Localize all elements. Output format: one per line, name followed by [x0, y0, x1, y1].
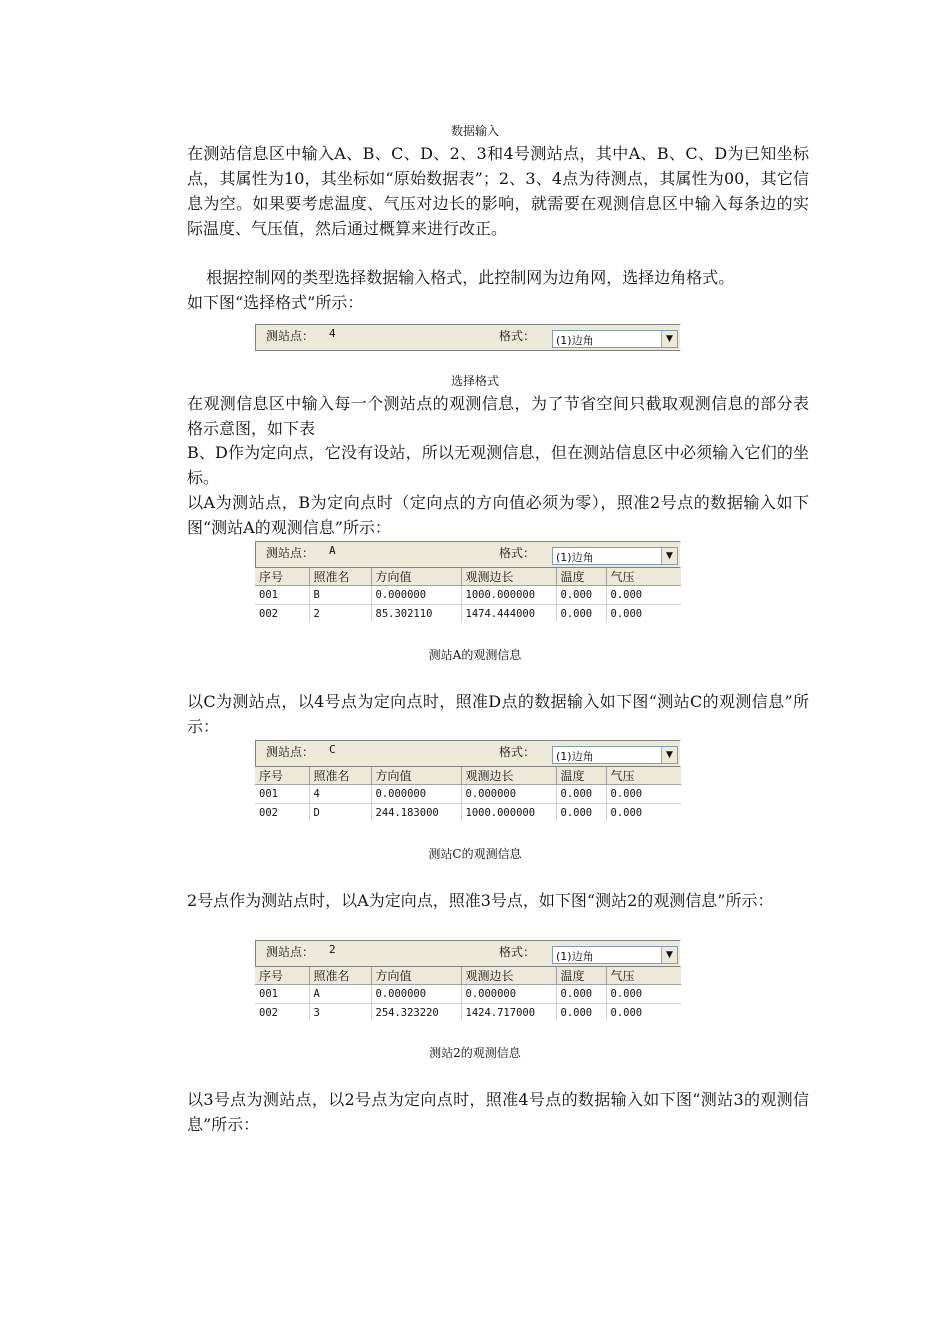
table-row[interactable] [255, 985, 681, 1004]
chevron-down-icon[interactable]: ▼ [661, 747, 677, 763]
table-cell[interactable]: 0.000 [556, 804, 606, 822]
column-header[interactable]: 照准名 [309, 767, 371, 785]
format-select-value: (1)边角 [556, 551, 594, 564]
table-cell[interactable]: 0.000000 [371, 586, 461, 605]
column-header[interactable]: 方向值 [371, 967, 461, 985]
table-cell[interactable]: 0.000 [606, 804, 681, 822]
column-header[interactable]: 方向值 [371, 568, 461, 586]
caption-station-c: 测站C的观测信息 [428, 847, 522, 861]
table-cell[interactable]: B [309, 586, 371, 605]
format-label: 格式： [499, 945, 536, 959]
format-select-value: (1)边角 [556, 750, 594, 763]
chevron-down-icon[interactable]: ▼ [661, 548, 677, 564]
chevron-down-icon[interactable]: ▼ [661, 947, 677, 963]
column-header[interactable]: 照准名 [309, 568, 371, 586]
table-cell[interactable]: 0.000 [556, 605, 606, 623]
table-cell[interactable]: 2 [309, 605, 371, 623]
table-row[interactable] [255, 804, 681, 822]
table-cell[interactable]: 0.000 [606, 605, 681, 623]
table-cell[interactable]: 0.000 [556, 785, 606, 804]
station-value[interactable]: C [329, 743, 336, 756]
station-label: 测站点： [266, 745, 315, 759]
column-header[interactable]: 方向值 [371, 767, 461, 785]
format-label: 格式： [499, 546, 536, 560]
station-bar [255, 740, 681, 767]
table-cell[interactable]: 002 [255, 1004, 309, 1021]
table-cell[interactable]: 1000.000000 [461, 804, 556, 822]
table-cell[interactable]: 1424.717000 [461, 1004, 556, 1021]
paragraph-station-a: 以A为测站点，B为定向点时（定向点的方向值必须为零），照准2号点的数据输入如下图“测站A的观测信息”所示： [187, 493, 809, 537]
table-cell[interactable]: 0.000 [556, 586, 606, 605]
column-header[interactable]: 温度 [556, 568, 606, 586]
table-cell[interactable]: 4 [309, 785, 371, 804]
table-cell[interactable]: 0.000000 [461, 985, 556, 1004]
table-cell[interactable]: 002 [255, 605, 309, 623]
table-cell[interactable]: 0.000 [606, 785, 681, 804]
table-cell[interactable]: 001 [255, 586, 309, 605]
table-cell[interactable]: 001 [255, 985, 309, 1004]
column-header[interactable]: 温度 [556, 767, 606, 785]
paragraph-station-info: 在测站信息区中输入A、B、C、D、2、3和4号测站点，其中A、B、C、D为已知坐标点，其属性为10，其坐标如“原始数据表”；2、3、4点为待测点，其属性为00，其它信息为空。如果要考虑温度、气压对边长的影响，就需要在观测信息区中输入每条边的实际温度、气压值，然后通过概算来进行改正。 [187, 144, 809, 238]
format-label: 格式： [499, 329, 536, 343]
caption-select-format: 选择格式 [450, 374, 499, 388]
station-value[interactable]: 4 [329, 327, 336, 340]
station-label: 测站点： [266, 945, 315, 959]
column-header[interactable]: 气压 [606, 967, 681, 985]
column-header[interactable]: 气压 [606, 568, 681, 586]
table-cell[interactable]: 244.183000 [371, 804, 461, 822]
table-cell[interactable]: 1474.444000 [461, 605, 556, 623]
column-header[interactable]: 序号 [255, 967, 309, 985]
caption-station-2: 测站2的观测信息 [429, 1046, 521, 1060]
table-cell[interactable]: 0.000000 [461, 785, 556, 804]
table-cell[interactable]: 002 [255, 804, 309, 822]
format-select[interactable] [552, 946, 678, 964]
table-cell[interactable]: A [309, 985, 371, 1004]
table-row[interactable] [255, 605, 681, 623]
station-value[interactable]: 2 [329, 943, 336, 956]
format-select[interactable] [552, 746, 678, 764]
observation-table [255, 767, 681, 821]
table-cell[interactable]: D [309, 804, 371, 822]
table-row[interactable] [255, 785, 681, 804]
table-header-row [255, 568, 681, 586]
station-value[interactable]: A [329, 544, 336, 557]
table-cell[interactable]: 254.323220 [371, 1004, 461, 1021]
caption-data-input: 数据输入 [450, 124, 499, 138]
table-cell[interactable]: 0.000 [556, 1004, 606, 1021]
table-cell[interactable]: 1000.000000 [461, 586, 556, 605]
table-cell[interactable]: 0.000 [606, 1004, 681, 1021]
station-bar [255, 324, 681, 351]
station-label: 测站点： [266, 546, 315, 560]
observation-table [255, 967, 681, 1020]
paragraph-station-2: 2号点作为测站点时，以A为定向点，照准3号点，如下图“测站2的观测信息”所示： [187, 891, 774, 910]
column-header[interactable]: 气压 [606, 767, 681, 785]
station-bar [255, 541, 681, 568]
format-select-value: (1)边角 [556, 950, 594, 963]
paragraph-obs-info: 在观测信息区中输入每一个测站点的观测信息，为了节省空间只截取观测信息的部分表格示意图，如下表 [187, 394, 809, 438]
format-select[interactable] [552, 330, 678, 348]
caption-station-a: 测站A的观测信息 [428, 648, 522, 662]
table-cell[interactable]: 0.000 [556, 985, 606, 1004]
table-cell[interactable]: 85.302110 [371, 605, 461, 623]
format-panel [255, 324, 681, 351]
format-select[interactable] [552, 547, 678, 565]
column-header[interactable]: 观测边长 [461, 767, 556, 785]
paragraph-select-format: 根据控制网的类型选择数据输入格式，此控制网为边角网，选择边角格式。 [206, 268, 735, 287]
table-cell[interactable]: 0.000000 [371, 985, 461, 1004]
format-label: 格式： [499, 745, 536, 759]
table-header-row [255, 767, 681, 785]
table-cell[interactable]: 0.000000 [371, 785, 461, 804]
column-header[interactable]: 照准名 [309, 967, 371, 985]
column-header[interactable]: 观测边长 [461, 967, 556, 985]
column-header[interactable]: 序号 [255, 767, 309, 785]
paragraph-orientation: B、D作为定向点，它没有设站，所以无观测信息，但在测站信息区中必须输入它们的坐标。 [187, 443, 809, 487]
column-header[interactable]: 观测边长 [461, 568, 556, 586]
station-a-panel [255, 541, 681, 622]
chevron-down-icon[interactable]: ▼ [661, 331, 677, 347]
paragraph-station-c: 以C为测站点，以4号点为定向点时，照准D点的数据输入如下图“测站C的观测信息”所示： [187, 692, 809, 736]
station-bar [255, 940, 681, 967]
table-header-row [255, 967, 681, 985]
table-cell[interactable]: 001 [255, 785, 309, 804]
table-cell[interactable]: 3 [309, 1004, 371, 1021]
station-c-panel [255, 740, 681, 821]
observation-table [255, 568, 681, 622]
table-row[interactable] [255, 586, 681, 605]
format-select-value: (1)边角 [556, 334, 594, 347]
table-cell[interactable]: 0.000 [606, 586, 681, 605]
table-row[interactable] [255, 1004, 681, 1021]
paragraph-format-figure-ref: 如下图“选择格式”所示： [187, 293, 364, 312]
column-header[interactable]: 序号 [255, 568, 309, 586]
table-cell[interactable]: 0.000 [606, 985, 681, 1004]
column-header[interactable]: 温度 [556, 967, 606, 985]
paragraph-station-3: 以3号点为测站点，以2号点为定向点时，照准4号点的数据输入如下图“测站3的观测信息”所示： [187, 1090, 809, 1134]
station-label: 测站点： [266, 329, 315, 343]
station-2-panel [255, 940, 681, 1020]
